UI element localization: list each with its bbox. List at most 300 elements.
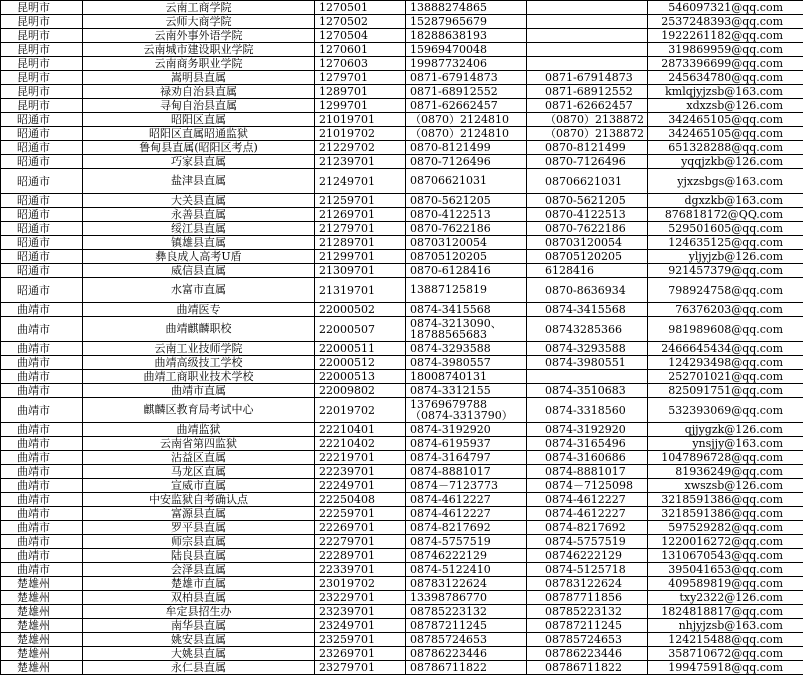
phone-cell: 08705120205 [406, 250, 527, 264]
code-cell: 22000513 [315, 370, 406, 384]
city-cell: 楚雄州 [1, 647, 83, 661]
fax-cell: 08783122624 [527, 577, 648, 591]
email-cell: 409589819@qq.com [648, 577, 803, 591]
city-cell: 昭通市 [1, 278, 83, 303]
email-cell: 252701021@qq.com [648, 370, 803, 384]
code-cell: 1279701 [315, 71, 406, 85]
code-cell: 21279701 [315, 222, 406, 236]
table-row [1, 208, 803, 222]
phone-cell: 0870-7622186 [406, 222, 527, 236]
code-cell: 21289701 [315, 236, 406, 250]
unit-cell: 姚安县直属 [83, 633, 315, 647]
table-row [1, 141, 803, 155]
table-row [1, 356, 803, 370]
fax-cell: 08706621031 [527, 169, 648, 194]
unit-cell: 巧家县直属 [83, 155, 315, 169]
phone-cell: 08786223446 [406, 647, 527, 661]
code-cell: 22019702 [315, 398, 406, 423]
phone-cell: 0870-8121499 [406, 141, 527, 155]
unit-cell: 昭阳区直属 [83, 113, 315, 127]
phone-cell: 13398786770 [406, 591, 527, 605]
unit-cell: 马龙区直属 [83, 465, 315, 479]
table-row [1, 250, 803, 264]
city-cell: 昆明市 [1, 15, 83, 29]
unit-cell: 曲靖监狱 [83, 423, 315, 437]
email-cell: 1922261182@qq.com [648, 29, 803, 43]
email-cell: 358710672@qq.com [648, 647, 803, 661]
email-cell: nhjyjzsb@163.com [648, 619, 803, 633]
phone-cell: 15287965679 [406, 15, 527, 29]
fax-cell: 0874-3293588 [527, 342, 648, 356]
city-cell: 曲靖市 [1, 384, 83, 398]
table-row [1, 57, 803, 71]
table-row [1, 591, 803, 605]
city-cell: 曲靖市 [1, 423, 83, 437]
unit-cell: 昭阳区直属昭通监狱 [83, 127, 315, 141]
code-cell: 1299701 [315, 99, 406, 113]
table-row [1, 303, 803, 317]
code-cell: 1270501 [315, 1, 406, 15]
city-cell: 昭通市 [1, 169, 83, 194]
fax-cell: 0874-8881017 [527, 465, 648, 479]
city-cell: 曲靖市 [1, 342, 83, 356]
city-cell: 楚雄州 [1, 619, 83, 633]
table-row [1, 370, 803, 384]
table-row [1, 423, 803, 437]
city-cell: 曲靖市 [1, 370, 83, 384]
fax-cell: 0871-62662457 [527, 99, 648, 113]
phone-cell: 0874-4612227 [406, 507, 527, 521]
city-cell: 楚雄州 [1, 605, 83, 619]
phone-cell: 0870-7126496 [406, 155, 527, 169]
unit-cell: 陆良县直属 [83, 549, 315, 563]
fax-cell: 0874-3165496 [527, 437, 648, 451]
city-cell: 昆明市 [1, 57, 83, 71]
phone-cell: 0874-8881017 [406, 465, 527, 479]
city-cell: 楚雄州 [1, 591, 83, 605]
unit-cell: 威信县直属 [83, 264, 315, 278]
phone-cell: 0874-3415568 [406, 303, 527, 317]
fax-cell: 08787711856 [527, 591, 648, 605]
phone-cell: 18008740131 [406, 370, 527, 384]
unit-cell: 师宗县直属 [83, 535, 315, 549]
table-row [1, 384, 803, 398]
fax-cell: 0871-67914873 [527, 71, 648, 85]
email-cell: 825091751@qq.com [648, 384, 803, 398]
unit-cell: 彝良成人高考U盾 [83, 250, 315, 264]
unit-cell: 云南外事外语学院 [83, 29, 315, 43]
city-cell: 昭通市 [1, 141, 83, 155]
phone-cell: 0874-3192920 [406, 423, 527, 437]
phone-cell: 0874-3213090、18788565683 [406, 317, 527, 342]
code-cell: 1270603 [315, 57, 406, 71]
city-cell: 曲靖市 [1, 479, 83, 493]
code-cell: 1270504 [315, 29, 406, 43]
email-cell: 3218591386@qq.com [648, 493, 803, 507]
table-row [1, 317, 803, 342]
unit-cell: 寻甸自治县直属 [83, 99, 315, 113]
code-cell: 22210402 [315, 437, 406, 451]
code-cell: 1270502 [315, 15, 406, 29]
fax-cell: （0870）2138872 [527, 113, 648, 127]
city-cell: 昆明市 [1, 85, 83, 99]
code-cell: 23259701 [315, 633, 406, 647]
city-cell: 昆明市 [1, 29, 83, 43]
table-row [1, 647, 803, 661]
phone-cell: 0871-68912552 [406, 85, 527, 99]
email-cell: 342465105@qq.com [648, 127, 803, 141]
table-row [1, 169, 803, 194]
fax-cell: 08705120205 [527, 250, 648, 264]
email-cell: 921457379@qq.com [648, 264, 803, 278]
fax-cell: 0874-3980551 [527, 356, 648, 370]
phone-cell: 0874-3312155 [406, 384, 527, 398]
fax-cell: 6128416 [527, 264, 648, 278]
unit-cell: 中安监狱自考确认点 [83, 493, 315, 507]
city-cell: 曲靖市 [1, 356, 83, 370]
code-cell: 1270601 [315, 43, 406, 57]
code-cell: 21019702 [315, 127, 406, 141]
phone-cell: 0871-67914873 [406, 71, 527, 85]
email-cell: 124635125@qq.com [648, 236, 803, 250]
fax-cell: 0874-3415568 [527, 303, 648, 317]
unit-cell: 楚雄市直属 [83, 577, 315, 591]
unit-cell: 水富市直属 [83, 278, 315, 303]
city-cell: 曲靖市 [1, 437, 83, 451]
phone-cell: 0874-3293588 [406, 342, 527, 356]
fax-cell [527, 370, 648, 384]
city-cell: 昭通市 [1, 155, 83, 169]
city-cell: 曲靖市 [1, 563, 83, 577]
code-cell: 21269701 [315, 208, 406, 222]
phone-cell: 0870-6128416 [406, 264, 527, 278]
code-cell: 22259701 [315, 507, 406, 521]
code-cell: 1289701 [315, 85, 406, 99]
unit-cell: 大姚县直属 [83, 647, 315, 661]
code-cell: 22239701 [315, 465, 406, 479]
code-cell: 22339701 [315, 563, 406, 577]
table-row [1, 278, 803, 303]
table-row [1, 127, 803, 141]
table-row [1, 236, 803, 250]
code-cell: 23019702 [315, 577, 406, 591]
table-row [1, 493, 803, 507]
fax-cell: 0874－7125098 [527, 479, 648, 493]
code-cell: 21239701 [315, 155, 406, 169]
email-cell: 76376203@qq.com [648, 303, 803, 317]
fax-cell: 0870-7126496 [527, 155, 648, 169]
phone-cell: 08785223132 [406, 605, 527, 619]
fax-cell: 0870-8121499 [527, 141, 648, 155]
unit-cell: 会泽县直属 [83, 563, 315, 577]
unit-cell: 麒麟区教育局考试中心 [83, 398, 315, 423]
email-cell: 597529282@qq.com [648, 521, 803, 535]
email-cell: 245634780@qq.com [648, 71, 803, 85]
phone-cell: 08787211245 [406, 619, 527, 633]
city-cell: 楚雄州 [1, 577, 83, 591]
unit-cell: 镇雄县直属 [83, 236, 315, 250]
unit-cell: 云师大商学院 [83, 15, 315, 29]
table-row [1, 437, 803, 451]
fax-cell: 08786223446 [527, 647, 648, 661]
phone-cell: 0874-3164797 [406, 451, 527, 465]
unit-cell: 云南商务职业学院 [83, 57, 315, 71]
email-cell: ynsjjy@163.com [648, 437, 803, 451]
table-row [1, 264, 803, 278]
code-cell: 22000512 [315, 356, 406, 370]
table-row [1, 113, 803, 127]
email-cell: 342465105@qq.com [648, 113, 803, 127]
city-cell: 昭通市 [1, 127, 83, 141]
unit-cell: 富源县直属 [83, 507, 315, 521]
table-row [1, 1, 803, 15]
unit-cell: 禄劝自治县直属 [83, 85, 315, 99]
city-cell: 曲靖市 [1, 451, 83, 465]
email-cell: 395041653@qq.com [648, 563, 803, 577]
email-cell: xwszsb@126.com [648, 479, 803, 493]
code-cell: 22000511 [315, 342, 406, 356]
code-cell: 23229701 [315, 591, 406, 605]
phone-cell: 0870-4122513 [406, 208, 527, 222]
phone-cell: 0874-5122410 [406, 563, 527, 577]
code-cell: 22250408 [315, 493, 406, 507]
phone-cell: 0874-4612227 [406, 493, 527, 507]
email-cell: 2466645434@qq.com [648, 342, 803, 356]
fax-cell: 0870-8636934 [527, 278, 648, 303]
email-cell: 124215488@qq.com [648, 633, 803, 647]
phone-cell: （0870）2124810 [406, 113, 527, 127]
table-row [1, 507, 803, 521]
email-cell: 876818172@QQ.com [648, 208, 803, 222]
city-cell: 昭通市 [1, 250, 83, 264]
unit-cell: 盐津县直属 [83, 169, 315, 194]
fax-cell [527, 1, 648, 15]
fax-cell: 08746222129 [527, 549, 648, 563]
email-cell: 124293498@qq.com [648, 356, 803, 370]
city-cell: 昆明市 [1, 1, 83, 15]
phone-cell: 18288638193 [406, 29, 527, 43]
phone-cell: 19987732406 [406, 57, 527, 71]
phone-cell: 08785724653 [406, 633, 527, 647]
table-row [1, 479, 803, 493]
fax-cell: 0874-3192920 [527, 423, 648, 437]
phone-cell: 08706621031 [406, 169, 527, 194]
email-cell: 529501605@qq.com [648, 222, 803, 236]
city-cell: 昭通市 [1, 194, 83, 208]
email-cell: dgxzkb@163.com [648, 194, 803, 208]
code-cell: 22000507 [315, 317, 406, 342]
city-cell: 昭通市 [1, 208, 83, 222]
code-cell: 22009802 [315, 384, 406, 398]
phone-cell: 0874-8217692 [406, 521, 527, 535]
fax-cell: 08785724653 [527, 633, 648, 647]
unit-cell: 宣威市直属 [83, 479, 315, 493]
table-row [1, 661, 803, 675]
fax-cell: 08787211245 [527, 619, 648, 633]
phone-cell: 08786711822 [406, 661, 527, 675]
table-row [1, 342, 803, 356]
code-cell: 21249701 [315, 169, 406, 194]
unit-cell: 南华县直属 [83, 619, 315, 633]
phone-cell: 0870-5621205 [406, 194, 527, 208]
table-row [1, 29, 803, 43]
unit-cell: 永仁县直属 [83, 661, 315, 675]
unit-cell: 曲靖麒麟职校 [83, 317, 315, 342]
fax-cell: 0874-3318560 [527, 398, 648, 423]
table-row [1, 577, 803, 591]
unit-cell: 大关县直属 [83, 194, 315, 208]
email-cell: qjjygzk@126.com [648, 423, 803, 437]
fax-cell: 08785223132 [527, 605, 648, 619]
fax-cell: 0874-4612227 [527, 493, 648, 507]
email-cell: 3218591386@qq.com [648, 507, 803, 521]
email-cell: 798924758@qq.com [648, 278, 803, 303]
city-cell: 曲靖市 [1, 549, 83, 563]
email-cell: 319869959@qq.com [648, 43, 803, 57]
fax-cell: 08703120054 [527, 236, 648, 250]
fax-cell: 0874-8217692 [527, 521, 648, 535]
code-cell: 22269701 [315, 521, 406, 535]
code-cell: 23269701 [315, 647, 406, 661]
unit-cell: 沾益区直属 [83, 451, 315, 465]
city-cell: 曲靖市 [1, 317, 83, 342]
city-cell: 曲靖市 [1, 398, 83, 423]
code-cell: 23239701 [315, 605, 406, 619]
table-row [1, 99, 803, 113]
city-cell: 昆明市 [1, 99, 83, 113]
table-row [1, 71, 803, 85]
city-cell: 楚雄州 [1, 661, 83, 675]
city-cell: 昭通市 [1, 222, 83, 236]
code-cell: 22279701 [315, 535, 406, 549]
email-cell: 2873396699@qq.com [648, 57, 803, 71]
unit-cell: 嵩明县直属 [83, 71, 315, 85]
fax-cell [527, 43, 648, 57]
table-row [1, 451, 803, 465]
city-cell: 楚雄州 [1, 633, 83, 647]
city-cell: 曲靖市 [1, 303, 83, 317]
unit-cell: 云南城市建设职业学院 [83, 43, 315, 57]
fax-cell: 0870-7622186 [527, 222, 648, 236]
table-row [1, 85, 803, 99]
city-cell: 曲靖市 [1, 507, 83, 521]
table-row [1, 521, 803, 535]
code-cell: 21019701 [315, 113, 406, 127]
unit-cell: 曲靖市直属 [83, 384, 315, 398]
code-cell: 22249701 [315, 479, 406, 493]
code-cell: 21309701 [315, 264, 406, 278]
fax-cell: 08743285366 [527, 317, 648, 342]
email-cell: 981989608@qq.com [648, 317, 803, 342]
fax-cell: 0874-5757519 [527, 535, 648, 549]
table-row [1, 563, 803, 577]
phone-cell: 0874-3980557 [406, 356, 527, 370]
fax-cell [527, 15, 648, 29]
unit-cell: 绥江县直属 [83, 222, 315, 236]
unit-cell: 鲁甸县直属(昭阳区考点) [83, 141, 315, 155]
email-cell: 532393069@qq.com [648, 398, 803, 423]
phone-cell: 0874-6195937 [406, 437, 527, 451]
phone-cell: 13888274865 [406, 1, 527, 15]
email-cell: 1824818817@qq.com [648, 605, 803, 619]
city-cell: 昭通市 [1, 113, 83, 127]
code-cell: 21299701 [315, 250, 406, 264]
email-cell: yjxzsbgs@163.com [648, 169, 803, 194]
email-cell: 2537248393@qq.com [648, 15, 803, 29]
fax-cell: 0874-3510683 [527, 384, 648, 398]
city-cell: 昆明市 [1, 71, 83, 85]
unit-cell: 曲靖工商职业技术学校 [83, 370, 315, 384]
code-cell: 22219701 [315, 451, 406, 465]
table-body [1, 1, 803, 675]
unit-cell: 云南工业技师学院 [83, 342, 315, 356]
table-row [1, 398, 803, 423]
fax-cell: 0870-5621205 [527, 194, 648, 208]
code-cell: 21319701 [315, 278, 406, 303]
unit-cell: 双柏县直属 [83, 591, 315, 605]
phone-cell: 0874-5757519 [406, 535, 527, 549]
table-row [1, 194, 803, 208]
email-cell: yqqjzkb@126.com [648, 155, 803, 169]
phone-cell: 0874－7123773 [406, 479, 527, 493]
table-row [1, 535, 803, 549]
email-cell: xdxzsb@126.com [648, 99, 803, 113]
fax-cell [527, 57, 648, 71]
phone-cell: （0870）2124810 [406, 127, 527, 141]
phone-cell: 0871-62662457 [406, 99, 527, 113]
unit-cell: 云南省第四监狱 [83, 437, 315, 451]
city-cell: 昭通市 [1, 264, 83, 278]
email-cell: 81936249@qq.com [648, 465, 803, 479]
table-row [1, 222, 803, 236]
table-row [1, 15, 803, 29]
code-cell: 21259701 [315, 194, 406, 208]
table-row [1, 605, 803, 619]
city-cell: 曲靖市 [1, 535, 83, 549]
code-cell: 22000502 [315, 303, 406, 317]
table-row [1, 549, 803, 563]
email-cell: 1310670543@qq.com [648, 549, 803, 563]
phone-cell: 08746222129 [406, 549, 527, 563]
unit-cell: 永善县直属 [83, 208, 315, 222]
email-cell: 546097321@qq.com [648, 1, 803, 15]
table-row [1, 465, 803, 479]
unit-cell: 罗平县直属 [83, 521, 315, 535]
phone-cell: 13887125819 [406, 278, 527, 303]
unit-cell: 牟定县招生办 [83, 605, 315, 619]
city-cell: 曲靖市 [1, 465, 83, 479]
unit-cell: 曲靖医专 [83, 303, 315, 317]
email-cell: txy2322@126.com [648, 591, 803, 605]
fax-cell: 0871-68912552 [527, 85, 648, 99]
city-cell: 曲靖市 [1, 521, 83, 535]
code-cell: 22210401 [315, 423, 406, 437]
fax-cell: 0874-4612227 [527, 507, 648, 521]
table-row [1, 633, 803, 647]
email-cell: yljyjzb@126.com [648, 250, 803, 264]
fax-cell: 08786711822 [527, 661, 648, 675]
phone-cell: 08703120054 [406, 236, 527, 250]
fax-cell [527, 29, 648, 43]
fax-cell: （0870）2138872 [527, 127, 648, 141]
phone-cell: 13769679788（0874-3313790） [406, 398, 527, 423]
code-cell: 23279701 [315, 661, 406, 675]
city-cell: 昆明市 [1, 43, 83, 57]
email-cell: 199475918@qq.com [648, 661, 803, 675]
city-cell: 昭通市 [1, 236, 83, 250]
email-cell: 1047896728@qq.com [648, 451, 803, 465]
table-row [1, 619, 803, 633]
